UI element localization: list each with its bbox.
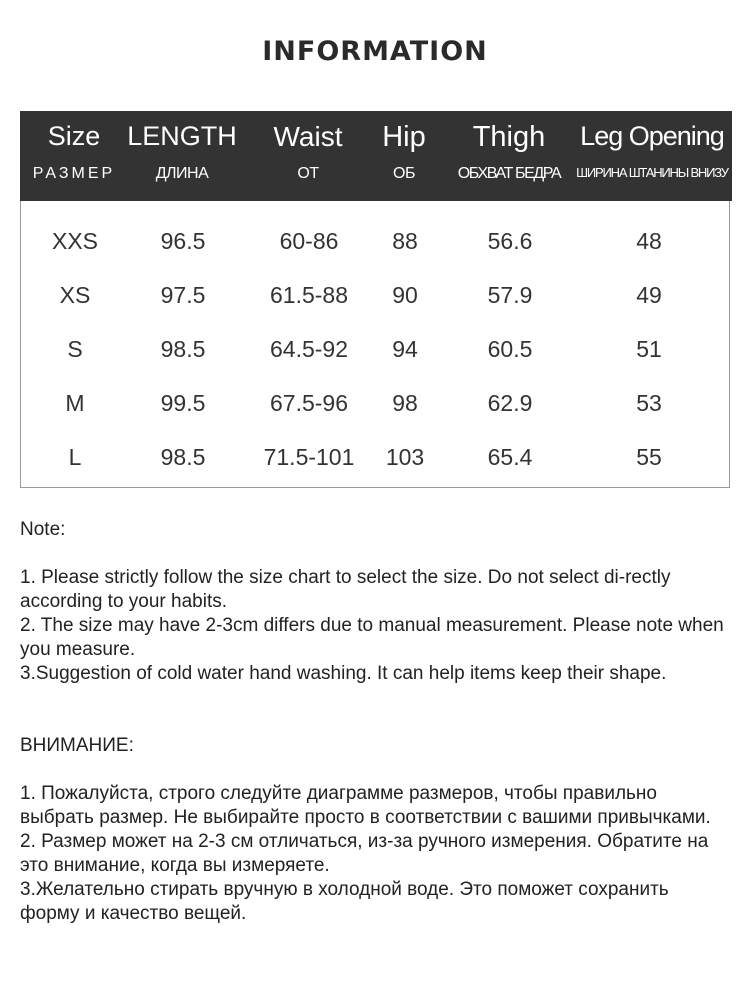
cell-length: 98.5	[160, 336, 206, 362]
cell-hip: 90	[392, 282, 418, 308]
cell-thigh: 56.6	[487, 228, 533, 254]
cell-length: 99.5	[160, 390, 206, 416]
header-leg-opening-ru: ШИРИНА ШТАНИНЫ ВНИЗУ	[576, 165, 728, 180]
header-thigh-ru: ОБХВАТ БЕДРА	[457, 165, 561, 182]
cell-hip: 98	[392, 390, 418, 416]
note-item-en: 3.Suggestion of cold water hand washing. It can help items keep their shape.	[20, 663, 667, 684]
cell-thigh: 57.9	[487, 282, 533, 308]
size-table	[20, 111, 730, 488]
cell-size: XS	[59, 282, 91, 308]
table-row	[21, 322, 731, 376]
cell-leg-opening: 48	[636, 228, 662, 254]
table-row	[21, 430, 731, 484]
header-waist-ru: ОТ	[297, 165, 319, 182]
notes-section	[20, 518, 732, 926]
cell-thigh: 62.9	[487, 390, 533, 416]
note-item-ru: 3.Желательно стирать вручную в холодной воде. Это поможет сохранить форму и качество вещей.	[20, 879, 669, 924]
header-size	[20, 111, 128, 201]
header-hip-en: Hip	[382, 121, 426, 153]
note-heading-en: Note:	[20, 519, 66, 540]
note-item-en: 1. Please strictly follow the size chart to select the size. Do not select di-rectly according to your habits.	[20, 567, 671, 612]
header-hip	[368, 111, 440, 201]
table-row	[21, 214, 731, 268]
header-length-en: LENGTH	[127, 121, 237, 151]
cell-leg-opening: 55	[636, 444, 662, 470]
table-header	[20, 111, 732, 201]
header-waist	[244, 111, 372, 201]
cell-size: L	[68, 444, 82, 470]
header-thigh	[444, 111, 574, 201]
note-item-ru: 2. Размер может на 2-3 см отличаться, из-за ручного измерения. Обратите на это внимание, когда вы измеряете.	[20, 831, 709, 876]
table-row	[21, 376, 731, 430]
cell-waist: 60-86	[279, 228, 339, 254]
cell-hip: 94	[392, 336, 418, 362]
cell-waist: 67.5-96	[269, 390, 348, 416]
cell-thigh: 60.5	[487, 336, 533, 362]
header-size-en: Size	[47, 121, 101, 151]
cell-waist: 64.5-92	[269, 336, 348, 362]
cell-size: M	[65, 390, 85, 416]
cell-thigh: 65.4	[487, 444, 533, 470]
cell-hip: 88	[392, 228, 418, 254]
header-size-ru: РАЗМЕР	[32, 165, 116, 182]
cell-waist: 71.5-101	[263, 444, 355, 470]
note-heading-ru: ВНИМАНИЕ:	[20, 735, 134, 756]
note-item-en: 2. The size may have 2-3cm differs due to manual measurement. Please note when you measure.	[20, 615, 724, 660]
header-thigh-en: Thigh	[472, 121, 546, 153]
header-waist-en: Waist	[273, 121, 343, 152]
note-item-ru: 1. Пожалуйста, строго следуйте диаграмме размеров, чтобы правильно выбрать размер. Не выбирайте просто в соответствии с вашими привычками.	[20, 783, 711, 828]
header-length-ru: ДЛИНА	[155, 165, 209, 182]
header-leg-opening	[572, 111, 732, 201]
cell-leg-opening: 49	[636, 282, 662, 308]
cell-leg-opening: 53	[636, 390, 662, 416]
cell-leg-opening: 51	[636, 336, 662, 362]
cell-length: 96.5	[160, 228, 206, 254]
page-title: INFORMATION	[262, 36, 488, 67]
cell-length: 97.5	[160, 282, 206, 308]
header-hip-ru: ОБ	[393, 165, 415, 182]
cell-length: 98.5	[160, 444, 206, 470]
cell-waist: 61.5-88	[269, 282, 348, 308]
cell-size: XXS	[51, 228, 99, 254]
cell-size: S	[67, 336, 83, 362]
table-row	[21, 268, 731, 322]
header-length	[124, 111, 240, 201]
cell-hip: 103	[385, 444, 425, 470]
header-leg-opening-en: Leg Opening	[580, 121, 724, 151]
